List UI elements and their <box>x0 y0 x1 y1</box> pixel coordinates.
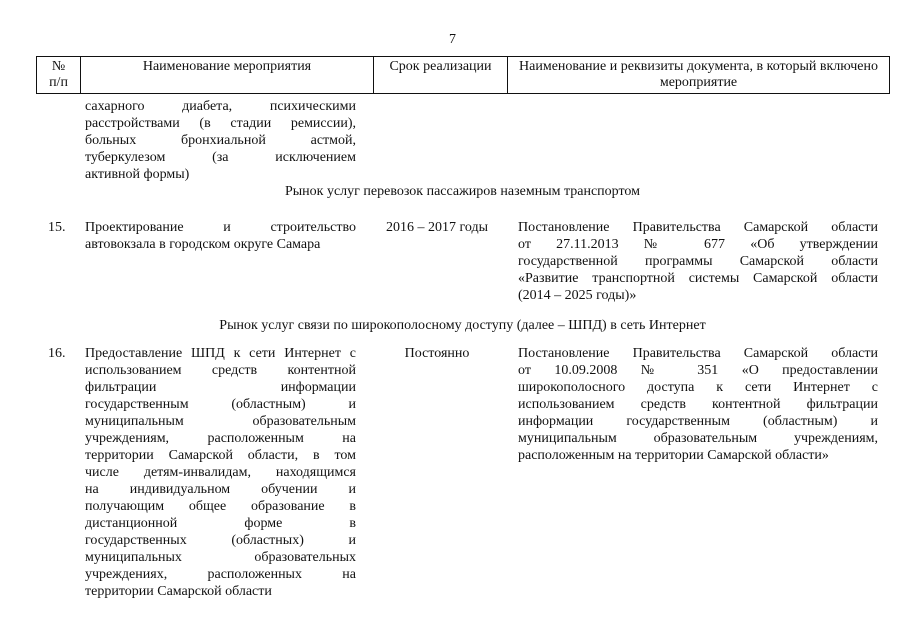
header-col-document: Наименование и реквизиты документа, в который включено мероприятие <box>508 57 890 94</box>
row-document-line: муниципальным образовательным учреждениям, <box>518 431 878 446</box>
row-name-line: Предоставление ШПД к сети Интернет с <box>85 346 356 361</box>
continued-name-line: туберкулезом (за исключением <box>85 150 356 165</box>
row-document-line: (2014 – 2025 годы)» <box>518 288 637 303</box>
row-name-line: использованием средств контентной <box>85 363 356 378</box>
row-document-line: использованием средств контентной фильтрации <box>518 397 878 412</box>
row-name <box>85 219 356 253</box>
row-document-line: расположенным на территории Самарской области» <box>518 448 829 463</box>
section-title-broadband: Рынок услуг связи по широкополосному доступу (далее – ШПД) в сеть Интернет <box>219 318 706 333</box>
row-document <box>518 219 878 304</box>
continued-name-line: активной формы) <box>85 167 190 182</box>
row-name-line: на индивидуальном обучении и <box>85 482 356 497</box>
continued-name-line: больных бронхиальной астмой, <box>85 133 356 148</box>
row-name-line: территории Самарской области, в том <box>85 448 356 463</box>
row-name-line: территории Самарской области <box>85 584 272 599</box>
row-document-line: Постановление Правительства Самарской области <box>518 346 878 361</box>
row-term: Постоянно <box>404 346 470 361</box>
row-name-line: государственным (областным) и <box>85 397 356 412</box>
header-col-number-line-2: п/п <box>49 75 68 90</box>
table-header-row <box>37 57 890 94</box>
row-name-line: автовокзала в городском округе Самара <box>85 237 321 252</box>
row-document-line: от 10.09.2008 № 351 «О предоставлении <box>518 363 878 378</box>
row-number: 15. <box>48 220 66 235</box>
row-name-line: учреждениях, расположенных на <box>85 567 356 582</box>
row-document-line: «Развитие транспортной системы Самарской области <box>518 271 878 286</box>
header-col-term: Срок реализации <box>374 57 508 94</box>
page-number: 7 <box>449 32 456 47</box>
row-number: 16. <box>48 346 66 361</box>
row-document-line: информации государственным (областным) и <box>518 414 878 429</box>
row-name-line: муниципальным образовательным <box>85 414 356 429</box>
continued-name-line: сахарного диабета, психическими <box>85 99 356 114</box>
row-document-line: от 27.11.2013 № 677 «Об утверждении <box>518 237 878 252</box>
row-document-line: широкополосного доступа к сети Интернет с <box>518 380 878 395</box>
header-col-number <box>37 57 81 94</box>
row-term: 2016 – 2017 годы <box>385 220 489 235</box>
table-header <box>36 56 890 94</box>
header-col-name: Наименование мероприятия <box>81 57 374 94</box>
row-name-line: фильтрации информации <box>85 380 356 395</box>
row-name-line: числе детям-инвалидам, находящимся <box>85 465 356 480</box>
continued-name-line: расстройствами (в стадии ремиссии), <box>85 116 356 131</box>
row-document <box>518 345 878 464</box>
row-name <box>85 345 356 600</box>
row-name-line: учреждениям, расположенным на <box>85 431 356 446</box>
continued-row-name <box>85 98 356 183</box>
row-name-line: дистанционной форме в <box>85 516 356 531</box>
row-name-line: Проектирование и строительство <box>85 220 356 235</box>
row-document-line: государственной программы Самарской области <box>518 254 878 269</box>
section-title-transport: Рынок услуг перевозок пассажиров наземным транспортом <box>284 184 641 199</box>
row-name-line: получающим общее образование в <box>85 499 356 514</box>
header-col-number-line-1: № <box>51 59 66 74</box>
row-document-line: Постановление Правительства Самарской области <box>518 220 878 235</box>
row-name-line: государственных (областных) и <box>85 533 356 548</box>
row-name-line: муниципальных образовательных <box>85 550 356 565</box>
